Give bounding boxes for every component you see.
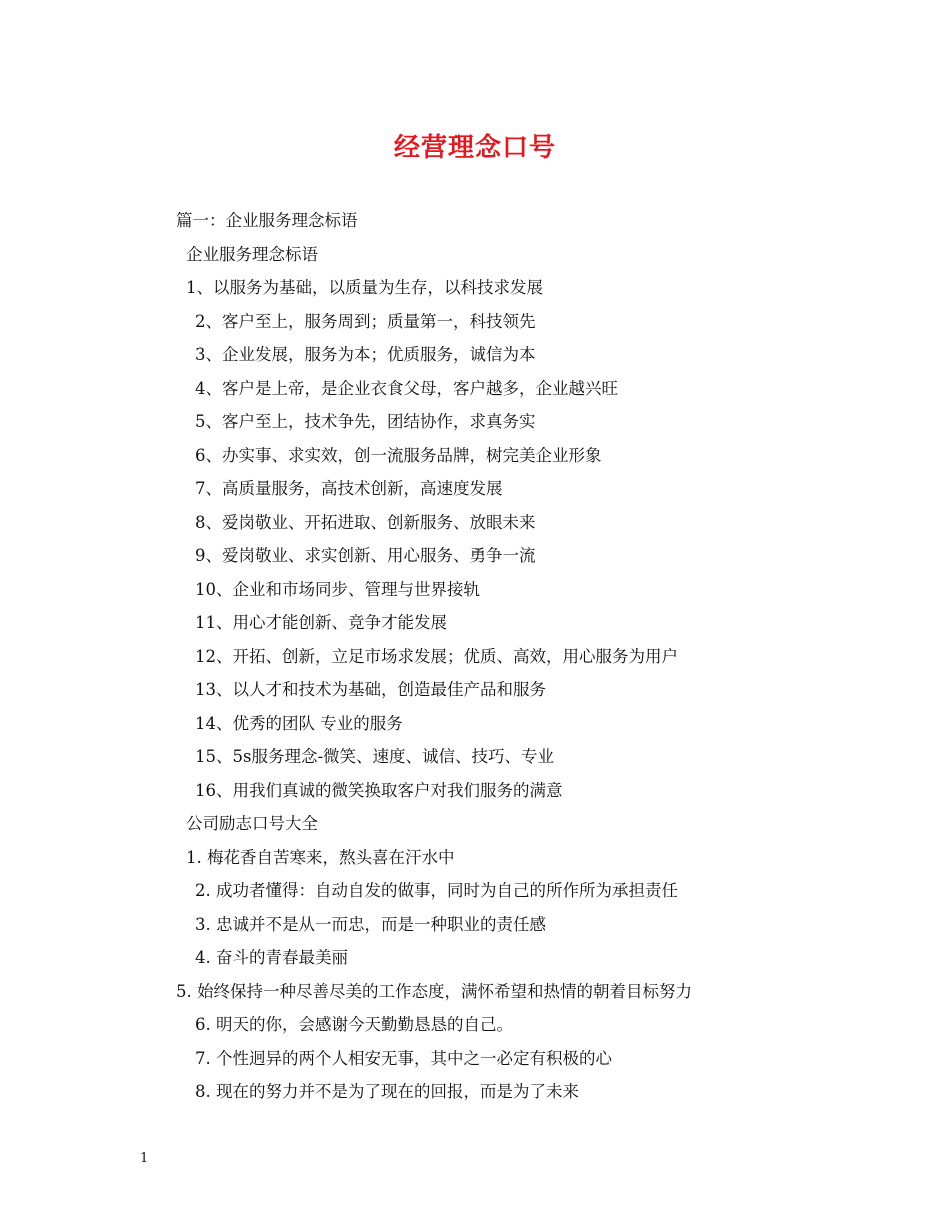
document-title: 经营理念口号 (393, 133, 556, 163)
text-line-15: 13、以人才和技术为基础，创造最佳产品和服务 (195, 680, 546, 699)
text-line-12: 10、企业和市场同步、管理与世界接轨 (195, 580, 480, 599)
text-line-8: 6、办实事、求实效，创一流服务品牌，树完美企业形象 (195, 446, 602, 465)
text-line-4: 2、客户至上，服务周到；质量第一，科技领先 (195, 312, 536, 331)
text-line-7: 5、客户至上，技术争先，团结协作，求真务实 (195, 412, 536, 431)
text-line-22: 3. 忠诚并不是从一而忠，而是一种职业的责任感 (195, 915, 546, 934)
text-line-10: 8、爱岗敬业、开拓进取、创新服务、放眼未来 (195, 513, 536, 532)
text-line-24: 5. 始终保持一种尽善尽美的工作态度，满怀希望和热情的朝着目标努力 (176, 982, 692, 1001)
text-line-27: 8. 现在的努力并不是为了现在的回报，而是为了未来 (195, 1082, 579, 1101)
text-line-17: 15、5s服务理念-微笑、速度、诚信、技巧、专业 (195, 747, 555, 766)
text-line-5: 3、企业发展，服务为本；优质服务，诚信为本 (195, 345, 536, 364)
page-number: 1 (140, 1151, 149, 1166)
text-line-25: 6. 明天的你，会感谢今天勤勤恳恳的自己。 (195, 1015, 513, 1034)
text-line-14: 12、开拓、创新，立足市场求发展；优质、高效，用心服务为用户 (195, 647, 678, 666)
text-line-11: 9、爱岗敬业、求实创新、用心服务、勇争一流 (195, 546, 536, 565)
text-line-18: 16、用我们真诚的微笑换取客户对我们服务的满意 (195, 781, 563, 800)
text-line-16: 14、优秀的团队 专业的服务 (195, 714, 403, 733)
text-line-1: 篇一：企业服务理念标语 (176, 211, 358, 230)
text-line-6: 4、客户是上帝，是企业衣食父母，客户越多，企业越兴旺 (195, 379, 618, 398)
text-line-19: 公司励志口号大全 (186, 814, 318, 833)
text-line-26: 7. 个性迥异的两个人相安无事，其中之一必定有积极的心 (195, 1049, 612, 1068)
text-line-21: 2. 成功者懂得：自动自发的做事，同时为自己的所作所为承担责任 (195, 881, 678, 900)
text-line-23: 4. 奋斗的青春最美丽 (195, 948, 348, 967)
text-line-9: 7、高质量服务，高技术创新，高速度发展 (195, 479, 503, 498)
text-line-3: 1、以服务为基础，以质量为生存，以科技求发展 (186, 278, 543, 297)
text-line-2: 企业服务理念标语 (186, 245, 318, 264)
text-line-13: 11、用心才能创新、竞争才能发展 (195, 613, 447, 632)
text-line-20: 1. 梅花香自苦寒来，熬头喜在汗水中 (186, 848, 455, 867)
